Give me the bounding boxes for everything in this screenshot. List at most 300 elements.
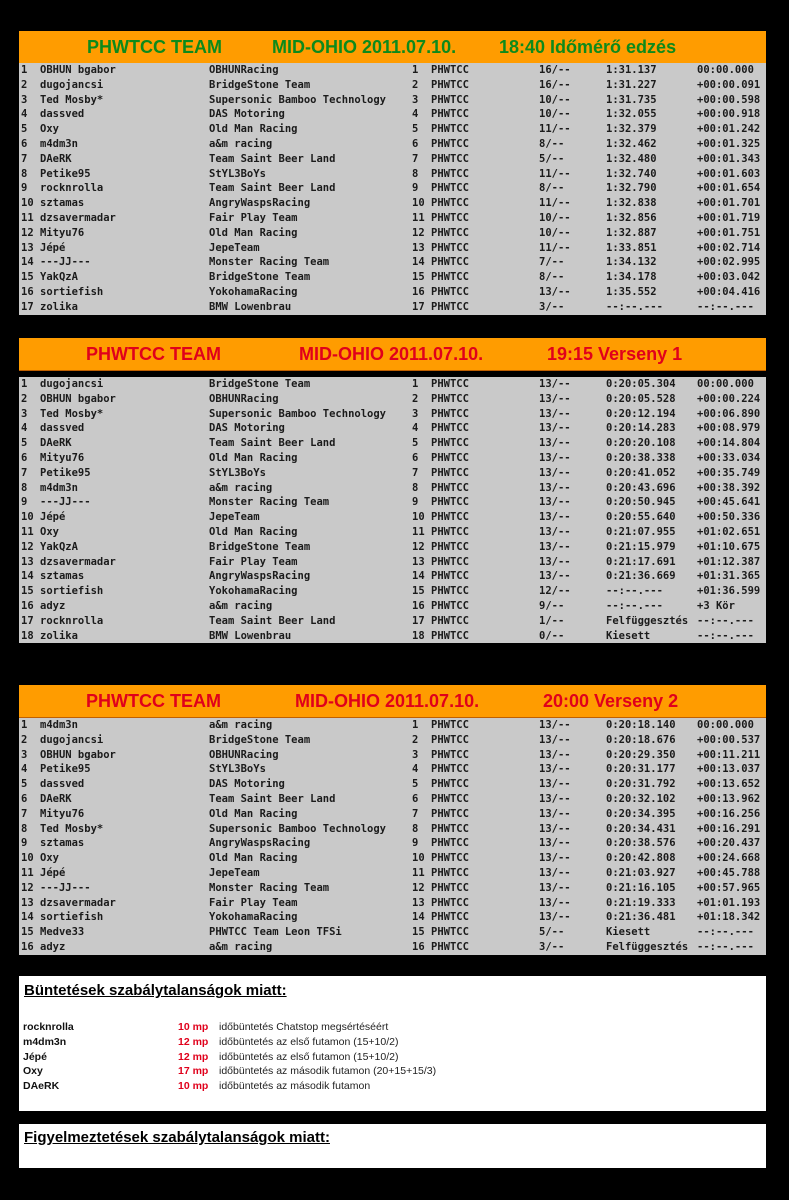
class-cell: PHWTCC: [431, 167, 469, 180]
team-name-cell: BMW Lowenbrau: [209, 629, 292, 642]
laps-cell: 13/--: [539, 911, 571, 924]
driver-name-cell: sztamas: [40, 837, 85, 850]
car-number-cell: 4: [412, 422, 419, 435]
result-row: [19, 481, 766, 496]
time-cell: 1:32.462: [606, 137, 657, 150]
position-cell: 14: [21, 570, 34, 583]
gap-cell: +00:01.751: [697, 226, 761, 239]
result-row: [19, 122, 766, 137]
laps-cell: 13/--: [539, 570, 571, 583]
class-cell: PHWTCC: [431, 481, 469, 494]
time-cell: 1:32.740: [606, 167, 657, 180]
section-1-event: MID-OHIO 2011.07.10.: [272, 37, 457, 57]
position-cell: 2: [21, 392, 28, 405]
laps-cell: 8/--: [539, 137, 565, 150]
car-number-cell: 15: [412, 271, 425, 284]
result-row: [19, 300, 766, 315]
driver-name-cell: Petike95: [40, 466, 91, 479]
class-cell: PHWTCC: [431, 285, 469, 298]
penalty-description: időbüntetés az második futamon (20+15+15/3): [219, 1065, 437, 1078]
team-name-cell: BMW Lowenbrau: [209, 300, 292, 313]
gap-cell: +00:01.603: [697, 167, 761, 180]
team-name-cell: StYL3BoYs: [209, 167, 266, 180]
driver-name-cell: sztamas: [40, 197, 85, 210]
laps-cell: 3/--: [539, 300, 565, 313]
class-cell: PHWTCC: [431, 822, 469, 835]
team-name-cell: OBHUNRacing: [209, 64, 279, 76]
driver-name-cell: Petike95: [40, 167, 91, 180]
laps-cell: 13/--: [539, 511, 571, 524]
team-name-cell: a&m racing: [209, 137, 273, 150]
laps-cell: 10/--: [539, 108, 571, 121]
position-cell: 16: [21, 940, 34, 953]
team-name-cell: DAS Motoring: [209, 422, 285, 435]
team-name-cell: Old Man Racing: [209, 123, 298, 136]
team-name-cell: Supersonic Bamboo Technology: [209, 407, 387, 420]
car-number-cell: 5: [412, 778, 419, 791]
result-row: [19, 940, 766, 955]
gap-cell: +00:16.291: [697, 822, 761, 835]
car-number-cell: 6: [412, 451, 419, 464]
laps-cell: 13/--: [539, 555, 571, 568]
gap-cell: +00:33.034: [697, 451, 761, 464]
car-number-cell: 15: [412, 926, 425, 939]
class-cell: PHWTCC: [431, 629, 469, 642]
time-cell: 0:20:34.431: [606, 822, 676, 835]
laps-cell: 13/--: [539, 837, 571, 850]
car-number-cell: 10: [412, 511, 425, 524]
position-cell: 16: [21, 599, 34, 612]
time-cell: --:--.---: [606, 300, 663, 313]
gap-cell: +00:20.437: [697, 837, 761, 850]
position-cell: 10: [21, 511, 34, 524]
laps-cell: 10/--: [539, 226, 571, 239]
gap-cell: +00:06.890: [697, 407, 761, 420]
class-cell: PHWTCC: [431, 93, 469, 106]
penalty-seconds: 10 mp: [178, 1021, 209, 1033]
team-name-cell: AngryWaspsRacing: [209, 197, 311, 210]
driver-name-cell: dassved: [40, 108, 85, 121]
time-cell: 0:20:18.676: [606, 733, 676, 746]
result-row: [19, 78, 766, 93]
laps-cell: 8/--: [539, 182, 565, 195]
position-cell: 9: [21, 182, 28, 195]
result-row: [19, 241, 766, 256]
position-cell: 9: [21, 837, 28, 850]
car-number-cell: 18: [412, 629, 425, 642]
laps-cell: 13/--: [539, 881, 571, 894]
section-2-session: 19:15 Verseny 1: [547, 344, 683, 364]
class-cell: PHWTCC: [431, 570, 469, 583]
driver-name-cell: Mityu76: [40, 807, 85, 820]
driver-name-cell: Ted Mosby*: [40, 822, 104, 835]
car-number-cell: 8: [412, 822, 419, 835]
team-name-cell: BridgeStone Team: [209, 733, 311, 746]
penalty-description: időbüntetés az első futamon (15+10/2): [219, 1035, 399, 1048]
laps-cell: 13/--: [539, 748, 571, 761]
car-number-cell: 14: [412, 911, 425, 924]
driver-name-cell: YakQzA: [40, 540, 78, 553]
result-row: [19, 495, 766, 510]
class-cell: PHWTCC: [431, 881, 469, 894]
gap-cell: +00:08.979: [697, 422, 761, 435]
time-cell: 0:21:07.955: [606, 525, 676, 538]
car-number-cell: 12: [412, 540, 425, 553]
laps-cell: 7/--: [539, 256, 565, 269]
time-cell: 0:20:38.338: [606, 451, 676, 464]
result-row: [19, 599, 766, 614]
time-cell: 0:21:19.333: [606, 896, 676, 909]
class-cell: PHWTCC: [431, 152, 469, 165]
team-name-cell: YokohamaRacing: [209, 585, 298, 598]
car-number-cell: 17: [412, 300, 425, 313]
driver-name-cell: adyz: [40, 940, 66, 953]
car-number-cell: 8: [412, 481, 419, 494]
penalty-seconds: 10 mp: [178, 1080, 209, 1093]
penalties-panel: [19, 976, 766, 1111]
class-cell: PHWTCC: [431, 197, 469, 210]
result-row: [19, 181, 766, 196]
position-cell: 4: [21, 763, 28, 776]
time-cell: 0:20:05.304: [606, 378, 676, 390]
result-row: [19, 525, 766, 540]
result-row: [19, 137, 766, 152]
result-row: [19, 584, 766, 599]
car-number-cell: 4: [412, 108, 419, 121]
driver-name-cell: m4dm3n: [40, 719, 78, 731]
car-number-cell: 1: [412, 64, 419, 76]
team-name-cell: BridgeStone Team: [209, 78, 311, 91]
position-cell: 14: [21, 256, 34, 269]
gap-cell: +00:01.654: [697, 182, 761, 195]
laps-cell: 13/--: [539, 807, 571, 820]
time-cell: Kiesett: [606, 926, 651, 939]
gap-cell: +01:02.651: [697, 525, 761, 538]
time-cell: 1:32.856: [606, 211, 657, 224]
penalty-driver: DAeRK: [23, 1080, 60, 1093]
time-cell: 0:20:50.945: [606, 496, 676, 509]
team-name-cell: Monster Racing Team: [209, 881, 330, 894]
penalty-description: időbüntetés Chatstop megsértéséért: [219, 1021, 389, 1033]
gap-cell: +00:11.211: [697, 748, 761, 761]
class-cell: PHWTCC: [431, 437, 469, 450]
team-name-cell: OBHUNRacing: [209, 392, 279, 405]
gap-cell: +00:00.224: [697, 392, 761, 405]
class-cell: PHWTCC: [431, 378, 469, 390]
position-cell: 8: [21, 481, 28, 494]
laps-cell: 13/--: [539, 733, 571, 746]
driver-name-cell: sortiefish: [40, 285, 104, 298]
driver-name-cell: YakQzA: [40, 271, 78, 284]
class-cell: PHWTCC: [431, 466, 469, 479]
gap-cell: +00:14.804: [697, 437, 761, 450]
driver-name-cell: Jépé: [40, 866, 66, 879]
position-cell: 17: [21, 614, 34, 627]
position-cell: 13: [21, 555, 34, 568]
position-cell: 15: [21, 926, 34, 939]
class-cell: PHWTCC: [431, 525, 469, 538]
section-3-team: PHWTCC TEAM: [86, 691, 221, 711]
team-name-cell: Old Man Racing: [209, 852, 298, 865]
class-cell: PHWTCC: [431, 64, 469, 76]
time-cell: 0:20:29.350: [606, 748, 676, 761]
result-row: [19, 555, 766, 570]
car-number-cell: 4: [412, 763, 419, 776]
class-cell: PHWTCC: [431, 182, 469, 195]
laps-cell: 11/--: [539, 123, 571, 136]
laps-cell: 12/--: [539, 585, 571, 598]
section-1-team: PHWTCC TEAM: [87, 37, 222, 57]
gap-cell: +01:18.342: [697, 911, 761, 924]
gap-cell: +00:24.668: [697, 852, 761, 865]
penalty-seconds: 17 mp: [178, 1065, 209, 1078]
result-row: [19, 540, 766, 555]
section-3-event: MID-OHIO 2011.07.10.: [295, 691, 480, 711]
result-row: [19, 925, 766, 940]
car-number-cell: 10: [412, 197, 425, 210]
time-cell: 1:31.735: [606, 93, 657, 106]
position-cell: 8: [21, 167, 28, 180]
result-row: [19, 196, 766, 211]
car-number-cell: 11: [412, 866, 425, 879]
result-row: [19, 881, 766, 896]
driver-name-cell: dugojancsi: [40, 78, 104, 91]
position-cell: 13: [21, 896, 34, 909]
gap-cell: +00:02.714: [697, 241, 761, 254]
car-number-cell: 9: [412, 182, 419, 195]
time-cell: 1:34.132: [606, 256, 657, 269]
gap-cell: +00:13.962: [697, 792, 761, 805]
section-3-session: 20:00 Verseny 2: [543, 691, 679, 711]
driver-name-cell: Oxy: [40, 525, 59, 538]
position-cell: 11: [21, 866, 34, 879]
gap-cell: +00:02.995: [697, 256, 761, 269]
section-2-header: [19, 338, 766, 371]
class-cell: PHWTCC: [431, 555, 469, 568]
gap-cell: +00:13.037: [697, 763, 761, 776]
position-cell: 6: [21, 451, 28, 464]
laps-cell: 13/--: [539, 481, 571, 494]
team-name-cell: Old Man Racing: [209, 525, 298, 538]
car-number-cell: 6: [412, 792, 419, 805]
class-cell: PHWTCC: [431, 137, 469, 150]
laps-cell: 13/--: [539, 285, 571, 298]
time-cell: 0:20:38.576: [606, 837, 676, 850]
class-cell: PHWTCC: [431, 241, 469, 254]
driver-name-cell: DAeRK: [40, 152, 72, 165]
driver-name-cell: m4dm3n: [40, 137, 78, 150]
time-cell: 1:33.851: [606, 241, 657, 254]
time-cell: 0:21:16.105: [606, 881, 676, 894]
laps-cell: 13/--: [539, 525, 571, 538]
gap-cell: +00:01.343: [697, 152, 761, 165]
laps-cell: 9/--: [539, 599, 565, 612]
time-cell: Felfüggesztés: [606, 940, 689, 953]
class-cell: PHWTCC: [431, 599, 469, 612]
laps-cell: 13/--: [539, 822, 571, 835]
time-cell: 0:21:03.927: [606, 866, 676, 879]
position-cell: 3: [21, 748, 28, 761]
class-cell: PHWTCC: [431, 108, 469, 121]
driver-name-cell: zolika: [40, 629, 78, 642]
driver-name-cell: Mityu76: [40, 451, 85, 464]
laps-cell: 16/--: [539, 64, 571, 76]
driver-name-cell: dzsavermadar: [40, 896, 116, 909]
car-number-cell: 12: [412, 881, 425, 894]
section-2-team: PHWTCC TEAM: [86, 344, 221, 364]
position-cell: 5: [21, 437, 28, 450]
position-cell: 13: [21, 241, 34, 254]
driver-name-cell: m4dm3n: [40, 481, 78, 494]
time-cell: 1:31.227: [606, 78, 657, 91]
result-row: [19, 270, 766, 285]
position-cell: 1: [21, 64, 28, 76]
class-cell: PHWTCC: [431, 271, 469, 284]
penalty-description: időbüntetés az második futamon: [219, 1080, 371, 1093]
gap-cell: --:--.---: [697, 926, 754, 939]
team-name-cell: Fair Play Team: [209, 555, 298, 568]
result-row: [19, 226, 766, 241]
position-cell: 14: [21, 911, 34, 924]
team-name-cell: a&m racing: [209, 719, 273, 731]
class-cell: PHWTCC: [431, 896, 469, 909]
gap-cell: +00:00.537: [697, 733, 761, 746]
team-name-cell: Monster Racing Team: [209, 256, 330, 269]
team-name-cell: Team Saint Beer Land: [209, 182, 336, 195]
laps-cell: 13/--: [539, 763, 571, 776]
team-name-cell: StYL3BoYs: [209, 466, 266, 479]
time-cell: 0:20:18.140: [606, 719, 676, 731]
gap-cell: +00:13.652: [697, 778, 761, 791]
car-number-cell: 9: [412, 837, 419, 850]
time-cell: 0:21:36.481: [606, 911, 676, 924]
driver-name-cell: dzsavermadar: [40, 555, 116, 568]
driver-name-cell: zolika: [40, 300, 78, 313]
driver-name-cell: Jépé: [40, 241, 66, 254]
driver-name-cell: sortiefish: [40, 585, 104, 598]
position-cell: 17: [21, 300, 34, 313]
laps-cell: 13/--: [539, 378, 571, 390]
driver-name-cell: OBHUN bgabor: [40, 392, 116, 405]
gap-cell: +00:45.788: [697, 866, 761, 879]
team-name-cell: OBHUNRacing: [209, 748, 279, 761]
laps-cell: 13/--: [539, 540, 571, 553]
position-cell: 16: [21, 285, 34, 298]
class-cell: PHWTCC: [431, 78, 469, 91]
time-cell: 0:20:42.808: [606, 852, 676, 865]
class-cell: PHWTCC: [431, 940, 469, 953]
gap-cell: --:--.---: [697, 614, 754, 627]
driver-name-cell: dassved: [40, 778, 85, 791]
position-cell: 12: [21, 540, 34, 553]
position-cell: 4: [21, 422, 28, 435]
position-cell: 15: [21, 585, 34, 598]
laps-cell: 13/--: [539, 866, 571, 879]
driver-name-cell: Jépé: [40, 511, 66, 524]
result-row: [19, 866, 766, 881]
time-cell: 1:32.790: [606, 182, 657, 195]
driver-name-cell: Ted Mosby*: [40, 407, 104, 420]
result-row: [19, 851, 766, 866]
time-cell: 1:32.055: [606, 108, 657, 121]
penalty-driver: rocknrolla: [23, 1021, 74, 1033]
section-3-results-table: [19, 718, 766, 955]
driver-name-cell: DAeRK: [40, 792, 72, 805]
result-row: [19, 392, 766, 407]
laps-cell: 13/--: [539, 852, 571, 865]
penalty-seconds: 12 mp: [178, 1035, 209, 1048]
driver-name-cell: rocknrolla: [40, 614, 104, 627]
result-row: [19, 107, 766, 122]
result-row: [19, 896, 766, 911]
time-cell: --:--.---: [606, 599, 663, 612]
driver-name-cell: Medve33: [40, 926, 85, 939]
laps-cell: 11/--: [539, 167, 571, 180]
class-cell: PHWTCC: [431, 226, 469, 239]
car-number-cell: 8: [412, 167, 419, 180]
position-cell: 1: [21, 378, 28, 390]
result-row: [19, 285, 766, 300]
class-cell: PHWTCC: [431, 422, 469, 435]
car-number-cell: 14: [412, 256, 425, 269]
gap-cell: +00:50.336: [697, 511, 761, 524]
car-number-cell: 16: [412, 599, 425, 612]
class-cell: PHWTCC: [431, 807, 469, 820]
team-name-cell: PHWTCC Team Leon TFSi: [209, 926, 342, 939]
team-name-cell: Team Saint Beer Land: [209, 792, 336, 805]
position-cell: 3: [21, 93, 28, 106]
class-cell: PHWTCC: [431, 407, 469, 420]
position-cell: 11: [21, 211, 34, 224]
driver-name-cell: Oxy: [40, 852, 59, 865]
result-row: [19, 421, 766, 436]
laps-cell: 0/--: [539, 629, 565, 642]
section-1-session: 18:40 Időmérő edzés: [499, 37, 677, 57]
gap-cell: +00:16.256: [697, 807, 761, 820]
driver-name-cell: adyz: [40, 599, 66, 612]
class-cell: PHWTCC: [431, 763, 469, 776]
time-cell: 0:20:31.792: [606, 778, 676, 791]
section-2-results-table: [19, 377, 766, 643]
team-name-cell: BridgeStone Team: [209, 540, 311, 553]
team-name-cell: Fair Play Team: [209, 211, 298, 224]
class-cell: PHWTCC: [431, 123, 469, 136]
warnings-title: Figyelmeztetések szabálytalanságok miatt:: [24, 1129, 330, 1146]
class-cell: PHWTCC: [431, 733, 469, 746]
car-number-cell: 17: [412, 614, 425, 627]
time-cell: --:--.---: [606, 585, 663, 598]
laps-cell: 13/--: [539, 719, 571, 731]
car-number-cell: 6: [412, 137, 419, 150]
laps-cell: 1/--: [539, 614, 565, 627]
driver-name-cell: sztamas: [40, 570, 85, 583]
penalty-driver: Oxy: [23, 1065, 43, 1078]
result-row: [19, 407, 766, 422]
class-cell: PHWTCC: [431, 852, 469, 865]
class-cell: PHWTCC: [431, 778, 469, 791]
driver-name-cell: rocknrolla: [40, 182, 104, 195]
car-number-cell: 13: [412, 896, 425, 909]
gap-cell: +01:36.599: [697, 585, 761, 598]
gap-cell: --:--.---: [697, 940, 754, 953]
result-row: [19, 836, 766, 851]
class-cell: PHWTCC: [431, 614, 469, 627]
gap-cell: +00:00.918: [697, 108, 761, 121]
class-cell: PHWTCC: [431, 792, 469, 805]
class-cell: PHWTCC: [431, 392, 469, 405]
time-cell: 1:32.887: [606, 226, 657, 239]
driver-name-cell: Oxy: [40, 123, 59, 136]
